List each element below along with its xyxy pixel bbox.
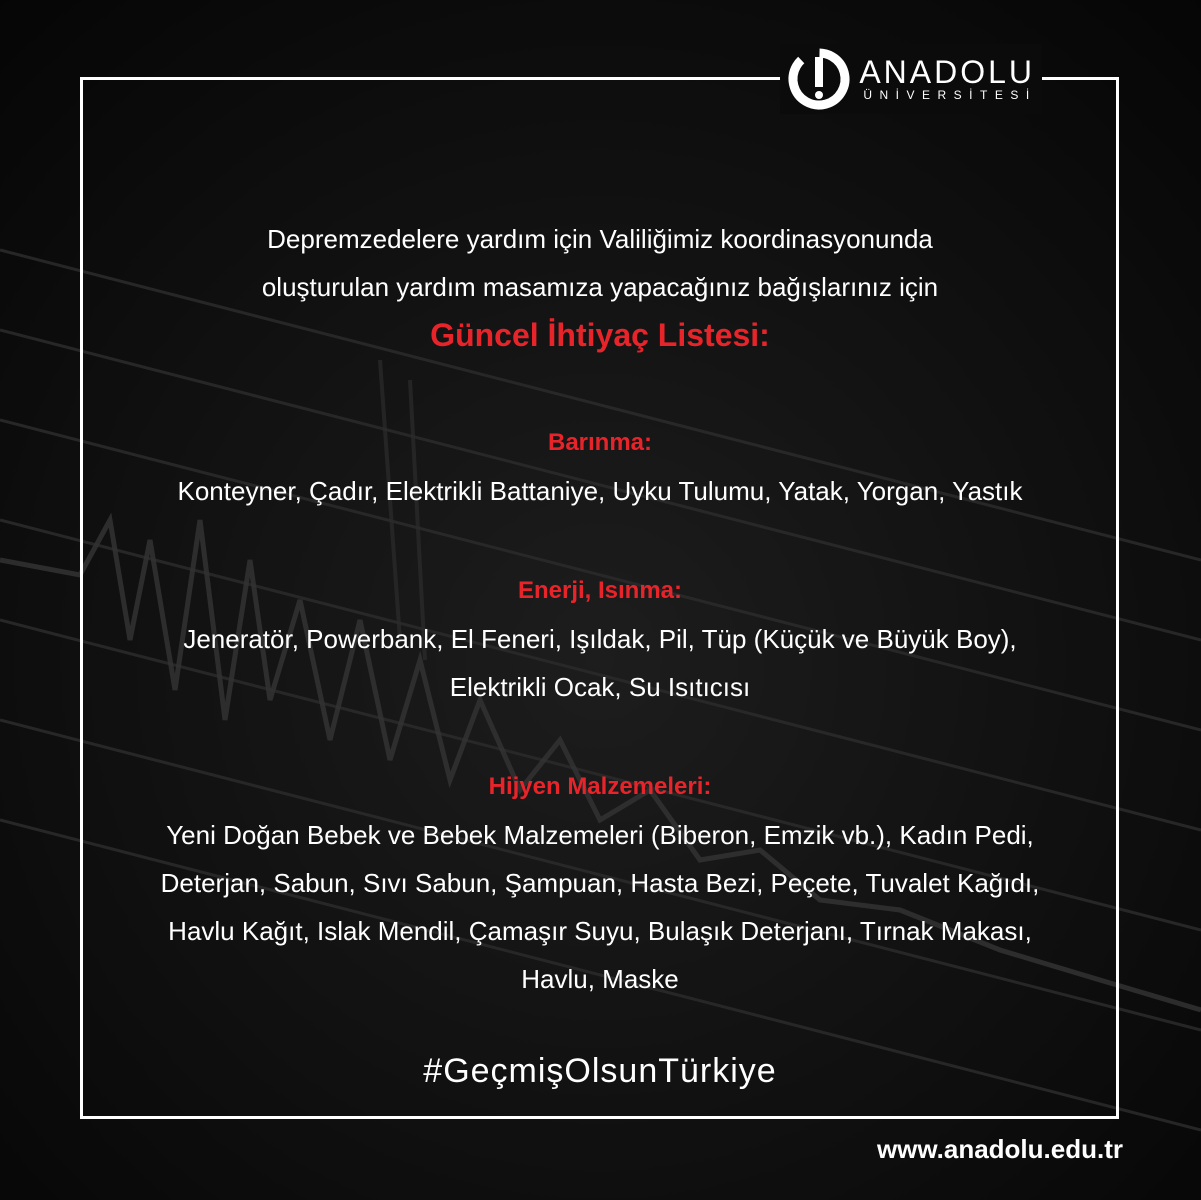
category-items-energy-2: Elektrikli Ocak, Su Isıtıcısı	[449, 672, 751, 702]
logo-subtitle: ÜNİVERSİTESİ	[863, 88, 1037, 102]
anadolu-logo-icon	[785, 45, 853, 113]
website-link[interactable]: www.anadolu.edu.tr	[876, 1134, 1123, 1164]
hashtag: #GeçmişOlsunTürkiye	[423, 1052, 777, 1090]
category-title-shelter: Barınma:	[547, 429, 653, 456]
category-title-energy: Enerji, Isınma:	[517, 577, 683, 604]
category-items-hygiene-1: Yeni Doğan Bebek ve Bebek Malzemeleri (Biberon, Emzik vb.), Kadın Pedi,	[166, 820, 1034, 850]
university-logo	[780, 44, 1042, 114]
category-items-hygiene-3: Havlu Kağıt, Islak Mendil, Çamaşır Suyu, Bulaşık Deterjanı, Tırnak Makası,	[168, 916, 1032, 946]
intro-line-1: Depremzedelere yardım için Valiliğimiz koordinasyonunda	[267, 224, 933, 254]
category-items-shelter: Konteyner, Çadır, Elektrikli Battaniye, Uyku Tulumu, Yatak, Yorgan, Yastık	[177, 476, 1023, 506]
category-title-hygiene: Hijyen Malzemeleri:	[488, 773, 712, 800]
category-items-hygiene-2: Deterjan, Sabun, Sıvı Sabun, Şampuan, Hasta Bezi, Peçete, Tuvalet Kağıdı,	[160, 868, 1040, 898]
logo-name: ANADOLU	[859, 54, 1036, 90]
main-content	[100, 215, 1100, 1003]
category-items-energy-1: Jeneratör, Powerbank, El Feneri, Işıldak, Pil, Tüp (Küçük ve Büyük Boy),	[183, 624, 1017, 654]
intro-line-2: oluşturulan yardım masamıza yapacağınız bağışlarınız için	[261, 272, 939, 302]
page-title: Güncel İhtiyaç Listesi:	[430, 317, 770, 353]
category-items-hygiene-4: Havlu, Maske	[521, 964, 679, 994]
